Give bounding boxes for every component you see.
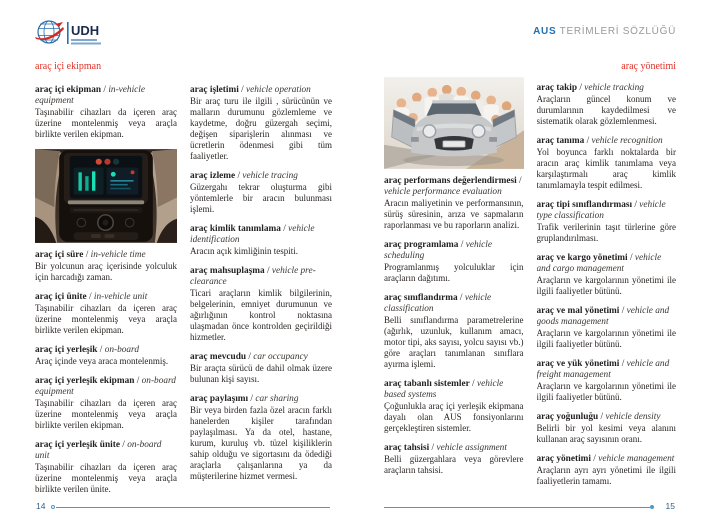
book-title-rest: TERİMLERİ SÖZLÜĞÜ [559, 26, 676, 37]
entry-term-line [384, 240, 524, 262]
left-page-column-2 [190, 79, 332, 503]
right-page-columns [384, 77, 676, 501]
term-turkish: araç tahsisi [384, 443, 430, 453]
glossary-entry [190, 394, 332, 482]
term-turkish: araç ve yük yönetimi [536, 359, 620, 369]
term-separator: / [134, 376, 142, 386]
term-separator: / [584, 136, 592, 146]
glossary-entry [537, 454, 677, 487]
car-dashboard-photo [35, 149, 177, 243]
term-english: vehicle identification [190, 224, 315, 245]
term-english: vehicle pre-clearance [190, 266, 316, 287]
entry-term-line [35, 376, 177, 398]
glossary-entry [35, 376, 177, 431]
glossary-entry [384, 443, 524, 476]
term-turkish: araç kimlik tanımlama [190, 224, 281, 234]
glossary-entry [537, 200, 677, 244]
entry-term-line [537, 306, 677, 328]
term-english: car occupancy [253, 352, 308, 362]
glossary-entry [35, 440, 177, 495]
glossary-entry [190, 85, 332, 162]
term-separator: / [619, 359, 627, 369]
term-separator: / [627, 253, 635, 263]
term-turkish: araç içi ünite [35, 292, 87, 302]
glossary-entry [384, 379, 524, 434]
term-turkish: araç tanıma [536, 136, 585, 146]
term-english: vehicle management [598, 454, 675, 464]
license-plate [443, 141, 465, 147]
definition-text: Araçların güncel konum ve durumlarının kaydedilmesi ve sistematik olarak gözlemlenmesi. [536, 94, 676, 126]
definition-text: Belirli bir yol kesimi veya alanını kullanan araç sayısının oranı. [536, 423, 676, 444]
glossary-entry [384, 176, 524, 231]
definition-text: Bir yolcunun araç içerisinde yolculuk için harcadığı zaman. [35, 261, 177, 282]
glossary-entry [537, 412, 677, 445]
definition-text: Bir veya birden fazla özel aracın farklı hanelerden kişiler tarafından paylaşılması. Ya da otel, hastane, kurum, kuruluş vb. tüzel kişiliklerin sahip olduğu ve sigortasını da ödediği araçlarla çalışanlarına ya da müşterilerine hizmet vermesi. [190, 405, 332, 481]
right-page-running-header: araç yönetimi [621, 61, 676, 72]
entry-group [190, 85, 332, 482]
logo-small-text-line [71, 43, 101, 45]
glossary-entry [537, 136, 677, 191]
term-separator: / [264, 266, 272, 276]
left-page-number: 14 [36, 501, 46, 511]
glossary-entry [190, 224, 332, 257]
book-title-acronym: AUS [533, 26, 557, 37]
term-separator: / [119, 440, 128, 450]
definition-text: Belli sınıflandırma parametrelerine (ağırlık, uzunluk, kullanım amacı, motor tipi, aks sayısı, yolcu sayısı vb.) göre araçları tanımlanan sınıflara ayırma işlemi. [384, 315, 524, 369]
footer-rule-dot-right [650, 505, 654, 509]
definition-text: Bir araç turu ile ilgili , sürücünün ve malların durumunu gözlemleme ve kaydetme, doğru güzergah seçimi, değişen siparişlerin alınması ve ücretlerin ödenmesi gibi tüm faaliyetler. [190, 96, 332, 161]
term-turkish: araç yönetimi [536, 454, 591, 464]
term-turkish: araç içi yerleşik ekipman [35, 376, 135, 386]
entry-term-line [537, 412, 677, 423]
term-english: vehicle operation [246, 85, 311, 95]
definition-text: Araçların ve kargolarının yönetimi ile ilgili faaliyetler bütünü. [536, 328, 676, 349]
definition-text: Trafik verilerinin taşıt türlerine göre gruplandırılması. [536, 222, 676, 243]
entry-term-line [537, 200, 677, 222]
definition-text: Aracın açık kimliğinin tespiti. [190, 246, 298, 256]
term-separator: / [590, 454, 599, 464]
term-turkish: araç yoğunluğu [536, 412, 599, 422]
definition-text: Çoğunlukla araç içi yerleşik ekipmana dayalı olan AUS fonsiyonlarını gerçekleştiren sistemler. [384, 401, 524, 433]
glossary-entry [190, 352, 332, 385]
right-page-column-2 [537, 77, 677, 501]
term-separator: / [458, 240, 466, 250]
logo-small-text-line [71, 39, 97, 41]
term-english: in-vehicle unit [93, 292, 148, 302]
term-english: on-board unit [35, 440, 162, 461]
term-english: vehicle and goods management [536, 306, 670, 327]
term-separator: / [619, 306, 627, 316]
entry-term-line [384, 443, 524, 454]
entry-term-line [35, 250, 177, 261]
left-page-running-header: araç içi ekipman [35, 61, 102, 72]
term-separator: / [469, 379, 477, 389]
term-turkish: araç performans değerlendirmesi [384, 176, 517, 186]
definition-text: Taşınabilir cihazları da içeren araç üzerine montelenmiş veya araçla birlikte verilen ünite. [35, 462, 177, 494]
entry-term-line [190, 224, 332, 246]
term-english: vehicle assignment [436, 443, 507, 453]
glossary-entry [537, 359, 677, 403]
term-turkish: araç ve mal yönetimi [536, 306, 620, 316]
right-page-column-1 [384, 77, 524, 501]
term-turkish: araç izleme [190, 171, 236, 181]
term-separator: / [238, 85, 247, 95]
definition-text: Yol boyunca farklı noktalarda bir aracın araç kimlik tanımlama veya karşılaştırmalı araç kimlik tanımlamayla tespit edilmesi. [536, 147, 676, 190]
term-english: vehicle performance evaluation [384, 187, 502, 197]
term-english: on-board [104, 345, 139, 355]
term-english: vehicle scheduling [384, 240, 493, 261]
term-turkish: araç tipi sınıflandırması [536, 200, 633, 210]
entry-term-line [537, 253, 677, 275]
logo-divider-bar [67, 22, 69, 44]
definition-text: Taşınabilir cihazları da içeren araç üzerine montelenmiş veya araçla birlikte verilen ekipman. [35, 398, 177, 430]
definition-text: Ticari araçların kimlik bilgilerinin, belgelerinin, emniyet durumunun ve ağırlığının kontrol noktasına ulaşmadan önce kontrolden geçirildiği hizmetler. [190, 288, 332, 342]
glossary-entry [537, 253, 677, 297]
left-page-columns [35, 79, 332, 503]
term-english: vehicle classification [384, 293, 492, 314]
term-separator: / [246, 352, 254, 362]
term-english: vehicle and freight management [536, 359, 670, 380]
footer-rule-right [384, 507, 650, 508]
term-separator: / [632, 200, 640, 210]
globe-icon [35, 21, 64, 43]
term-separator: / [86, 292, 94, 302]
entry-term-line [190, 85, 332, 96]
glossary-entry [35, 345, 177, 367]
term-separator: / [83, 250, 91, 260]
entry-term-line [35, 345, 177, 356]
term-english: on-board equipment [35, 376, 176, 397]
term-turkish: araç programlama [384, 240, 459, 250]
definition-text: Programlanmış yolculuklar için araçların dağıtımı. [384, 262, 524, 283]
glossary-entry [190, 171, 332, 215]
glossary-entry [35, 292, 177, 336]
term-separator: / [97, 345, 105, 355]
udh-logo-graphic [33, 15, 119, 51]
term-turkish: araç mevcudu [190, 352, 247, 362]
entry-term-line [190, 266, 332, 288]
entry-term-line [190, 171, 332, 182]
term-separator: / [280, 224, 289, 234]
entry-term-line [537, 83, 677, 94]
term-separator: / [429, 443, 437, 453]
footer-rule-dot-left [51, 505, 55, 509]
term-separator: / [101, 85, 109, 95]
entry-term-line [190, 352, 332, 363]
term-separator: / [248, 394, 256, 404]
term-turkish: araç içi ekipman [35, 85, 102, 95]
term-english: vehicle recognition [591, 136, 663, 146]
entry-term-line [537, 454, 677, 465]
entry-group [35, 85, 177, 140]
glossary-entry [384, 293, 524, 370]
entry-group [384, 176, 524, 476]
term-english: in-vehicle time [90, 250, 146, 260]
term-english: in-vehicle equipment [35, 85, 145, 106]
glossary-entry [35, 250, 177, 283]
entry-group [35, 250, 177, 495]
udh-ministry-logo [33, 15, 119, 51]
glossary-entry [35, 85, 177, 140]
entry-term-line [35, 440, 177, 462]
term-turkish: araç ve kargo yönetimi [536, 253, 628, 263]
term-english: vehicle based systems [384, 379, 504, 400]
entry-term-line [537, 359, 677, 381]
definition-text: Taşınabilir cihazları da içeren araç üzerine montelenmiş veya araçla birlikte verilen ekipman. [35, 303, 177, 335]
term-english: vehicle and cargo management [536, 253, 662, 274]
term-turkish: araç takip [536, 83, 578, 93]
glossary-entry [384, 240, 524, 284]
entry-group [537, 83, 677, 487]
footer-rule-left [56, 507, 330, 508]
term-turkish: araç paylaşımı [190, 394, 249, 404]
definition-text: Araç içinde veya araca montelenmiş. [35, 356, 169, 366]
term-separator: / [516, 176, 522, 186]
right-page-number: 15 [665, 501, 675, 511]
term-separator: / [598, 412, 606, 422]
term-separator: / [457, 293, 465, 303]
entry-term-line [384, 176, 524, 198]
entry-term-line [537, 136, 677, 147]
term-turkish: araç içi yerleşik ünite [35, 440, 120, 450]
term-separator: / [235, 171, 243, 181]
term-turkish: araç içi yerleşik [35, 345, 98, 355]
term-english: vehicle type classification [536, 200, 666, 221]
term-turkish: araç sınıflandırma [384, 293, 458, 303]
term-english: vehicle density [605, 412, 661, 422]
term-turkish: araç işletimi [190, 85, 239, 95]
definition-text: Araçların ve kargolarının yönetimi ile ilgili faaliyetler bütünü. [536, 381, 676, 402]
glossary-entry [537, 306, 677, 350]
glossary-entry [190, 266, 332, 343]
term-english: car sharing [255, 394, 299, 404]
definition-text: Araçların ayrı ayrı yönetimi ile ilgili faaliyetlerin tamamı. [536, 465, 676, 486]
term-separator: / [577, 83, 585, 93]
term-english: vehicle tracing [242, 171, 298, 181]
people-around-car-photo [384, 77, 524, 169]
entry-term-line [190, 394, 332, 405]
entry-term-line [384, 293, 524, 315]
definition-text: Taşınabilir cihazları da içeren araç üzerine montelenmiş veya araçla birlikte verilen ekipman. [35, 107, 177, 139]
term-turkish: araç mahsuplaşma [190, 266, 265, 276]
definition-text: Aracın maliyetinin ve performansının, sürüş süresinin, arıza ve sapmaların raporlanması ve bu raporların analizi. [384, 198, 524, 230]
entry-term-line [35, 292, 177, 303]
left-page-column-1 [35, 79, 177, 503]
entry-term-line [35, 85, 177, 107]
logo-acronym: UDH [71, 23, 100, 38]
term-turkish: araç içi süre [35, 250, 84, 260]
definition-text: Güzergahı tekrar oluşturma gibi yöntemlerle bir aracın bulunması işlemi. [190, 182, 332, 214]
book-title [533, 26, 676, 37]
definition-text: Bir araçta sürücü de dahil olmak üzere bulunan kişi sayısı. [190, 363, 332, 384]
term-english: vehicle tracking [584, 83, 644, 93]
definition-text: Araçların ve kargolarının yönetimi ile ilgili faaliyetler bütünü. [536, 275, 676, 296]
term-turkish: araç tabanlı sistemler [384, 379, 470, 389]
definition-text: Belli güzergahlara veya görevlere araçların tahsisi. [384, 454, 524, 475]
glossary-entry [537, 83, 677, 127]
entry-term-line [384, 379, 524, 401]
